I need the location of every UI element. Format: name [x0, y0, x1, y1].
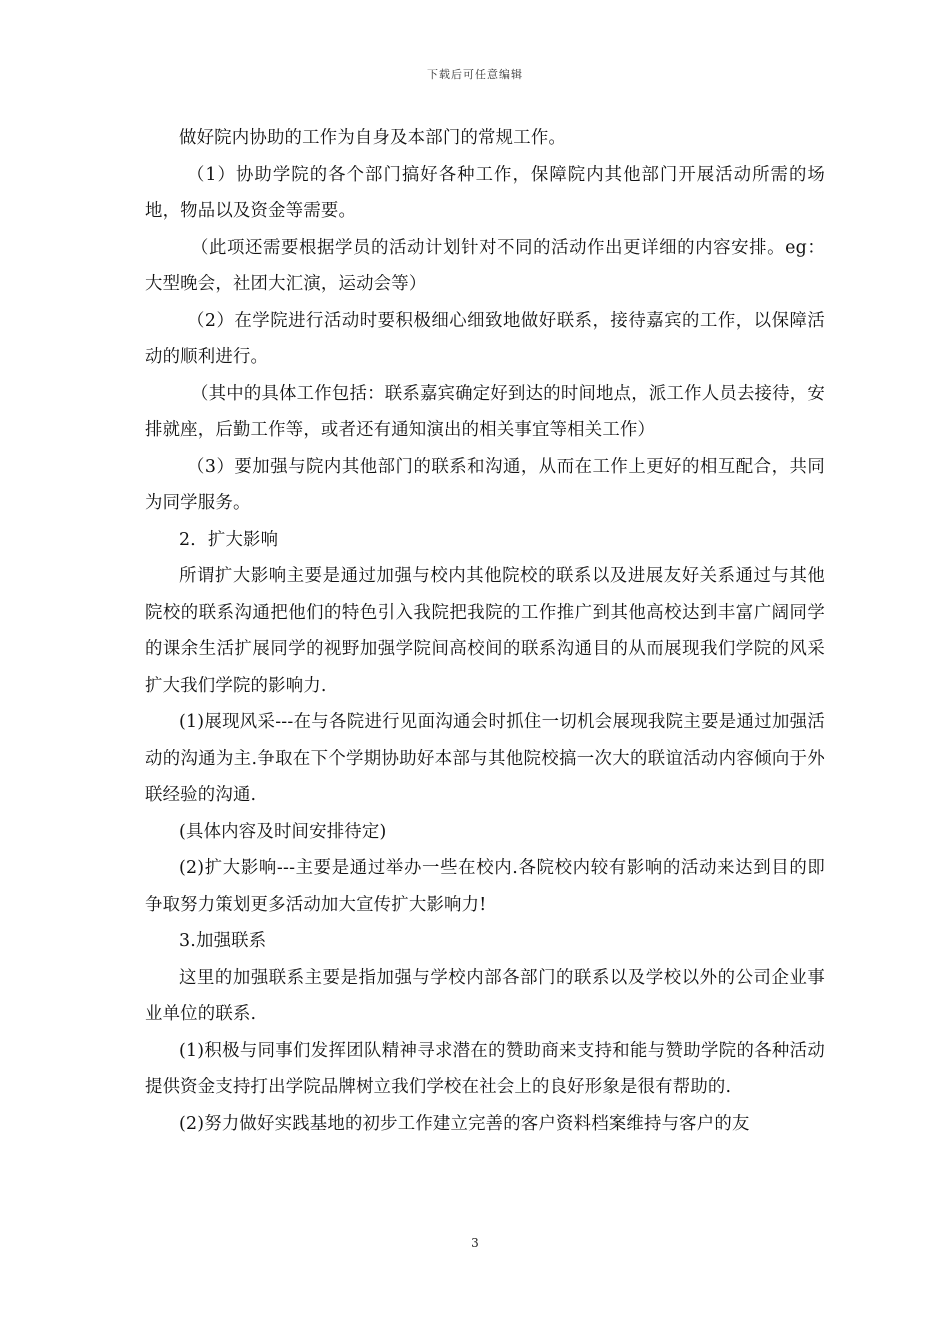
paragraph-item-3: （3）要加强与院内其他部门的联系和沟通，从而在工作上更好的相互配合，共同为同学服务。	[145, 456, 825, 513]
paragraph-intro: 做好院内协助的工作为自身及本部门的常规工作。	[179, 128, 566, 148]
section-heading-3: 3.加强联系	[179, 931, 267, 951]
paragraph-section-3-body: 这里的加强联系主要是指加强与学校内部各部门的联系以及学校以外的公司企业事业单位的联系.	[145, 967, 825, 1024]
paragraph-note-2: （其中的具体工作包括：联系嘉宾确定好到达的时间地点，派工作人员去接待，安排就座，后勤工作等，或者还有通知演出的相关事宜等相关工作）	[145, 383, 825, 440]
paragraph-section-2-body: 所谓扩大影响主要是通过加强与校内其他院校的联系以及进展友好关系通过与其他院校的联系沟通把他们的特色引入我院把我院的工作推广到其他高校达到丰富广阔同学的课余生活扩展同学的视野加强学院间高校间的联系沟通目的从而展现我们学院的风采扩大我们学院的影响力.	[145, 566, 825, 696]
section-heading-2: 2．扩大影响	[179, 529, 279, 550]
paragraph-section-2-item-2: (2)扩大影响---主要是通过举办一些在校内.各院校内较有影响的活动来达到目的即争取努力策划更多活动加大宣传扩大影响力!	[145, 858, 825, 915]
paragraph-item-1: （1）协助学院的各个部门搞好各种工作，保障院内其他部门开展活动所需的场地，物品以及资金等需要。	[145, 164, 825, 221]
paragraph-section-2-note: (具体内容及时间安排待定)	[179, 821, 387, 842]
page-number: 3	[471, 1236, 479, 1250]
paragraph-section-2-item-1: (1)展现风采---在与各院进行见面沟通会时抓住一切机会展现我院主要是通过加强活动的沟通为主.争取在下个学期协助好本部与其他院校搞一次大的联谊活动内容倾向于外联经验的沟通.	[145, 712, 825, 805]
page-header: 下载后可任意编辑	[427, 68, 523, 81]
document-body	[145, 120, 825, 1142]
paragraph-section-3-item-2: (2)努力做好实践基地的初步工作建立完善的客户资料档案维持与客户的友	[179, 1113, 750, 1134]
paragraph-note-1: （此项还需要根据学员的活动计划针对不同的活动作出更详细的内容安排。eg：大型晚会，社团大汇演，运动会等）	[145, 237, 825, 294]
paragraph-item-2: （2）在学院进行活动时要积极细心细致地做好联系，接待嘉宾的工作，以保障活动的顺利进行。	[145, 310, 825, 367]
paragraph-section-3-item-1: (1)积极与同事们发挥团队精神寻求潜在的赞助商来支持和能与赞助学院的各种活动提供资金支持打出学院品牌树立我们学校在社会上的良好形象是很有帮助的.	[145, 1040, 825, 1097]
